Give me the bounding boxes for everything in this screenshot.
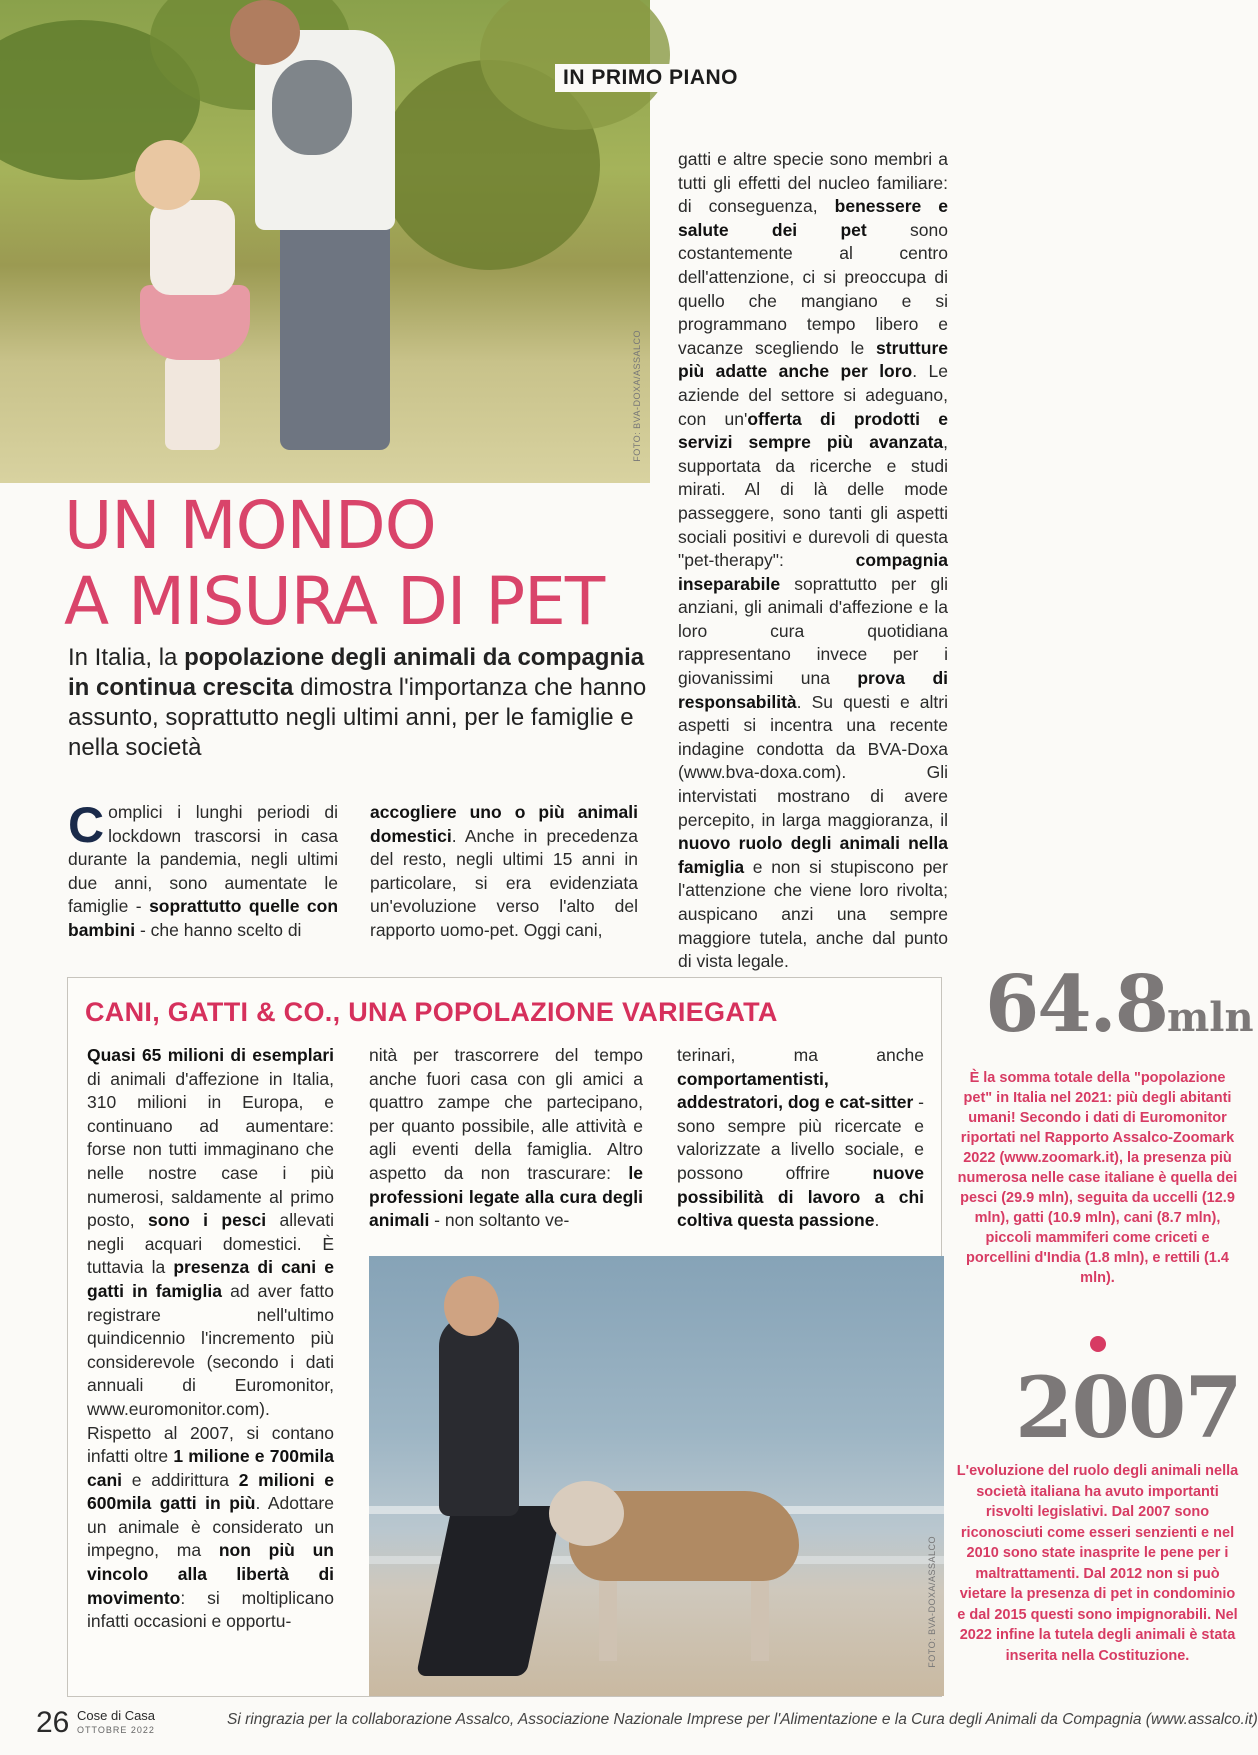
text: omplici i lunghi periodi di lockdown trascorsi in casa durante la pandemia, negli ultimi due anni, sono aumentate le famiglie - [68, 802, 338, 917]
bold-text: soprattutto quelle con bambini [68, 896, 339, 940]
standfirst-text: In Italia, la [68, 644, 185, 671]
standfirst [68, 643, 648, 763]
page-number: 26 [36, 1706, 70, 1739]
hero-photo-family-with-cat [0, 0, 650, 483]
bold-text: benessere e salute dei pet [678, 196, 948, 240]
bold-text: presenza di cani e gatti in famiglia [87, 1257, 334, 1301]
bullet-dot-icon [1090, 1336, 1106, 1352]
stat-1-value [985, 960, 1254, 1063]
text: soprattutto per gli anziani, gli animali d'affezione e la loro cura quotidiana rappresentano invece per i giovanissimi una [678, 573, 948, 689]
text: . Adottare un animale è considerato un impegno, ma [87, 1493, 334, 1561]
text: - non soltanto ve- [429, 1210, 570, 1231]
text: . Anche in precedenza del resto, negli ultimi 15 anni in particolare, si era evidenziata un'evoluzione verso l'alto del rapporto uomo-pet. Oggi cani, [370, 825, 638, 940]
drop-cap: C [68, 797, 105, 853]
acknowledgement-note: Si ringrazia per la collaborazione Assalco, Associazione Nazionale Imprese per l'Alimentazione e la Cura degli Animali da Compagnia (www.assalco.it) [227, 1711, 1258, 1728]
text: . Le aziende del settore si adeguano, con un' [678, 361, 948, 429]
magazine-title: Cose di Casa [77, 1708, 156, 1723]
headline [64, 488, 664, 640]
article-column-1 [68, 797, 339, 943]
stat-2-text: L'evoluzione del ruolo degli animali nella società italiana ha avuto importanti risvolti legislativi. Dal 2007 sono riconosciuti come esseri senzienti e nel 2010 sono state inasprite le pene per i maltrattamenti. Dal 2012 non si può vietare la presenza di pet in condominio e dal 2015 questi sono impignorabili. Nel 2022 infine la tutela degli animali è stata inserita nella Costituzione. [956, 1463, 1239, 1664]
box-title: CANI, GATTI & CO., UNA POPOLAZIONE VARIEGATA [85, 997, 778, 1027]
standfirst-bold: popolazione degli animali da compagnia in continua crescita [68, 644, 645, 701]
box-column-2 [369, 1044, 643, 1233]
article-column-2 [370, 801, 638, 943]
bold-text: compagnia inseparabile [678, 550, 948, 594]
bold-text: accogliere uno o più animali domestici [370, 802, 638, 846]
article-column-3 [678, 148, 948, 974]
text: e addirittura [122, 1469, 239, 1490]
bold-text: offerta di prodotti e servizi sempre più avanzata [678, 408, 948, 453]
bold-text: prova di responsabilità [678, 668, 948, 712]
bold-text: non più un vincolo alla libertà di movimento [87, 1540, 334, 1608]
bold-text: nuovo ruolo degli animali nella famiglia [678, 833, 948, 877]
standfirst-text-2: dimostra l'importanza che hanno assunto, soprattutto negli ultimi anni, per le famiglie e nella società [68, 674, 647, 761]
text: allevati negli acquari domestici. È tuttavia la [87, 1210, 334, 1278]
text: - che hanno scelto di [135, 919, 302, 940]
stat-1-unit: mln [1166, 994, 1254, 1041]
section-label: IN PRIMO PIANO [555, 64, 746, 92]
bold-text: 1 milione e 700mila cani [87, 1446, 334, 1490]
magazine-name [77, 1709, 155, 1737]
bold-text: strutture più adatte anche per loro [678, 337, 948, 382]
stat-1-number: 64.8 [985, 959, 1167, 1050]
text: e non si stupiscono per l'attenzione che viene loro rivolta; auspicano anzi una sempre maggiore tutela, anche dal punto di vista legale. [678, 856, 948, 972]
bold-text: sono i pesci [148, 1210, 267, 1231]
text: - sono sempre più ricercate e valorizzate a livello sociale, e possono offrire [677, 1092, 925, 1183]
stat-1-text: È la somma totale della "popolazione pet" in Italia nel 2021: più degli abitanti umani! Secondo i dati di Euromonitor riportati nel Rapporto Assalco-Zoomark 2022 (www.zoomark.it), la presenza più numerosa nelle case italiane è quella dei pesci (29.9 mln), seguita da uccelli (12.9 mln), gatti (10.9 mln), cani (8.7 mln), piccoli mammiferi come criceti e porcellini d'India (1.8 mln), e rettili (1.4 mln). [957, 1070, 1238, 1286]
box-column-3 [677, 1044, 924, 1233]
bold-text: nuove possibilità di lavoro a chi coltiva questa passione [677, 1162, 924, 1231]
text: . Su questi e altri aspetti si incentra una recente indagine condotta da BVA-Doxa (www.bva-doxa.com). Gli intervistati mostrano di avere percepito, in larga maggioranza, il [678, 691, 948, 830]
bold-text: le professioni legate alla cura degli animali [369, 1162, 643, 1231]
text: nità per trascorrere del tempo anche fuori casa con gli amici a quattro zampe che partecipano, per quanto possibile, alle attività e agli eventi della famiglia. Altro aspetto da non trascurare: [369, 1045, 643, 1183]
text: terinari, ma anche [677, 1045, 924, 1065]
headline-line-1: UN MONDO [64, 487, 436, 564]
photo-credit: FOTO: BVA-DOXA/ASSALCO [927, 1536, 937, 1668]
text: : si moltiplicano infatti occasioni e opportu- [87, 1587, 334, 1632]
magazine-issue: OTTOBRE 2022 [77, 1725, 155, 1735]
stat-2-value: 2007 [1015, 1358, 1241, 1457]
bold-text: Quasi 65 milioni di esemplari [87, 1045, 334, 1065]
text: di animali d'affezione in Italia, 310 milioni in Europa, e continuano ad aumentare: forse non tutti immaginano che nelle nostre case i più numerosi, saldamente al primo posto, [87, 1068, 334, 1231]
bold-text: comportamentisti, addestratori, dog e cat-sitter [677, 1068, 914, 1113]
bold-text: 2 milioni e 600mila gatti in più [87, 1469, 334, 1514]
headline-line-2: A MISURA DI PET [64, 563, 605, 640]
text: , supportata da ricerche e studi mirati. Al di là delle mode passeggere, sono tanti gli aspetti sociali positivi e durevoli di questa "pet-therapy": [678, 432, 948, 571]
photo-credit: FOTO: BVA-DOXA/ASSALCO [632, 330, 642, 462]
text: . [874, 1210, 880, 1231]
text: ad aver fatto registrare nell'ultimo quindicennio l'incremento più considerevole (secondo i dati annuali di Euromonitor, www.euromonitor.com). Rispetto al 2007, si contano infatti oltre [87, 1280, 334, 1467]
photo-woman-running-with-dog [369, 1256, 944, 1696]
text: gatti e altre specie sono membri a tutti gli effetti del nucleo familiare: di conseguenza, [678, 149, 948, 217]
text: sono costantemente al centro dell'attenzione, ci si preoccupa di quello che mangiano e si programmano tempo libero e vacanze scegliendo le [678, 219, 948, 358]
box-column-1 [87, 1044, 334, 1634]
